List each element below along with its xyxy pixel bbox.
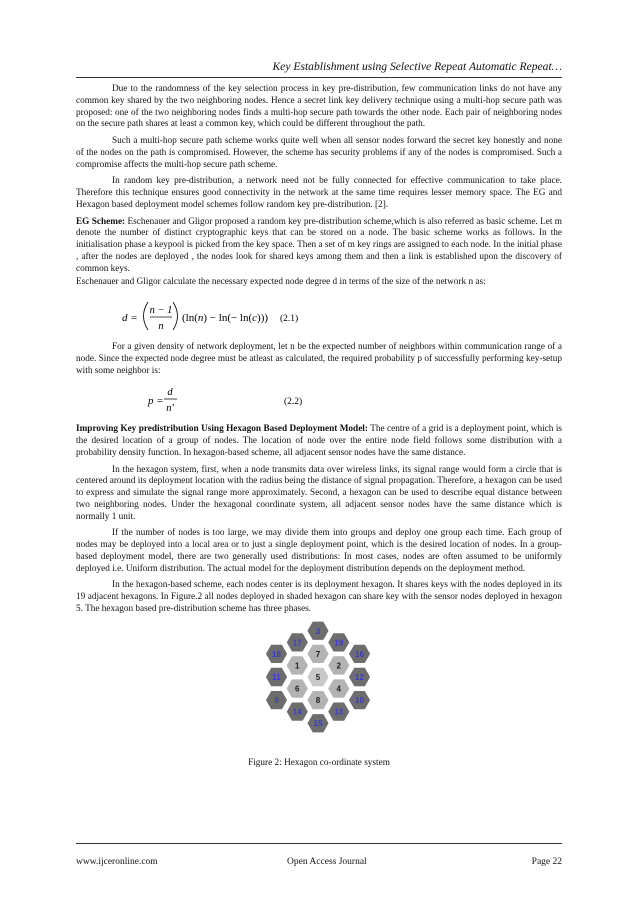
hexagon-label: 14 (292, 707, 302, 717)
hexagon-cell (348, 690, 371, 710)
footer-website: www.ijceronline.com (76, 857, 158, 867)
hexagon-label: 17 (292, 637, 302, 647)
hexagon-cell (265, 643, 288, 663)
header-rule (76, 77, 562, 78)
hexagon-label: 18 (272, 649, 281, 659)
hexagon-label: 4 (336, 684, 341, 694)
eq2-number: (2.2) (284, 397, 303, 408)
hexagon-section-text: The centre of a grid is a deployment point, which is the desired location of a group of nodes. The location of node over the entire node field follows some distribution with a probability density function. In hexagon-based scheme, all adjacent sensor nodes have the same distance. (76, 424, 562, 458)
hexagon-cell (265, 690, 288, 710)
hexagon-label: 12 (355, 672, 364, 682)
paragraph: For a given density of network deployment, let n be the expected number of neighbors within communication range of a node. Since the expected node degree must be atleast as calculated, the required probability p of successfully performing key-setup with some neighbor is: (76, 342, 562, 376)
degree-intro: Eschenauer and Gligor calculate the necessary expected node degree d in terms of the size of the network n as: (76, 277, 486, 288)
eq1-denominator: n (158, 321, 164, 332)
hexagon-label: 6 (295, 684, 300, 694)
hexagon-cell (265, 667, 288, 687)
equation-2-1 (76, 294, 562, 338)
hexagon-cell (307, 621, 330, 641)
paragraph: Due to the randomness of the key selection process in key pre-distribution, few communication links do not have any common key shared by the two neighboring nodes. Hence a secret link key delivery technique using a multi-hop secure path was proposed: one of the two neighboring nodes finds a multi-hop secure path towards the other node. Each pair of neighboring nodes on the secure path shares at least a common key, which could be different throughout the path. (76, 84, 562, 130)
hexagon-label: 13 (334, 707, 344, 717)
hexagon-cell (307, 643, 330, 663)
hexagon-label: 3 (315, 626, 321, 636)
hexagon-label: 2 (336, 660, 341, 670)
hexagon-cell (286, 655, 309, 675)
paragraph: If the number of nodes is too large, we may divide them into groups and deploy one group each time. Each group of nodes may be deployed into a local area or to just a single deployment point, which is the desired location of nodes. In a group-based deployment model, there are two generally used distributions: In most cases, nodes are often assumed to be uniformly deployed i.e. Uniform distribution. The actual model for the deployment distribution depends on the deployment method. (76, 528, 562, 574)
eq1-rhs: (ln(n) − ln(− ln(c))) (182, 312, 269, 324)
eq2-numerator: d (167, 387, 173, 399)
hexagon-cell (307, 690, 330, 710)
eq2-lhs: p = (148, 395, 164, 408)
hexagon-cell (327, 632, 350, 652)
hexagon-label: 16 (355, 649, 364, 659)
footer-rule (76, 843, 562, 844)
hexagon-label: 10 (355, 695, 364, 705)
footer-page-number: Page 22 (531, 857, 562, 867)
hexagon-label: 9 (274, 695, 279, 705)
hexagon-cell (286, 701, 309, 721)
eq1-right-paren (173, 302, 178, 330)
eg-scheme-paragraph (76, 217, 562, 276)
eq1-number: (2.1) (280, 314, 299, 324)
hexagon-cell (327, 701, 350, 721)
hexagon-label: 15 (313, 718, 323, 728)
paragraph: In random key pre-distribution, a network need not be fully connected for effective communication to take place. Therefore this technique ensures good connectivity in the network at the same time requires lesser memory space. The EG and Hexagon based deployment model schemes follow random key pre-distribution. [2]. (76, 176, 562, 210)
hexagon-cell (348, 643, 371, 663)
hexagon-cell (307, 713, 330, 733)
paragraph: In the hexagon-based scheme, each nodes center is its deployment hexagon. It shares keys with the nodes deployed in its 19 adjacent hexagons. In Figure.2 all nodes deployed in shaded hexagon can share key with the sensor nodes deployed in hexagon 5. The hexagon based pre-distribution scheme has three phases. (76, 580, 562, 614)
equation-2-2 (76, 382, 562, 420)
hexagon-grid-svg (76, 621, 562, 754)
hexagon-cell (286, 632, 309, 652)
eq2-denominator: n' (166, 403, 174, 415)
figure-caption: Figure 2: Hexagon co-ordinate system (248, 757, 390, 768)
hexagon-label: 19 (334, 637, 344, 647)
hexagon-label: 5 (315, 672, 321, 682)
eq1-numerator: n − 1 (149, 305, 173, 316)
hexagon-cell (327, 678, 350, 698)
hexagon-label: 8 (315, 695, 321, 705)
article-body (76, 84, 562, 769)
equation-2-1-svg (76, 294, 562, 338)
hexagon-cell (307, 667, 330, 687)
hexagon-cell (286, 678, 309, 698)
hexagon-label: 7 (315, 649, 321, 659)
eq1-left-paren (144, 302, 149, 330)
running-title: Key Establishment using Selective Repeat Automatic Repeat… (272, 60, 562, 73)
hexagon-cell (348, 667, 371, 687)
hexagon-label: 11 (272, 672, 281, 682)
paragraph: Such a multi-hop secure path scheme works quite well when all sensor nodes forward the secret key honestly and none of the nodes on the path is compromised. However, the scheme has security problems if any of the nodes is compromised. Such a compromise affects the multi-hop secure path scheme. (76, 136, 562, 170)
equation-2-2-svg (76, 382, 562, 420)
footer-access: Open Access Journal (287, 857, 367, 867)
hexagon-label: 1 (295, 660, 300, 670)
eq1-lhs: d = (122, 312, 138, 324)
hexagon-figure (76, 621, 562, 754)
eg-scheme-heading: EG Scheme: (76, 216, 126, 227)
hexagon-section-paragraph (76, 424, 562, 459)
paragraph: In the hexagon system, first, when a node transmits data over wireless links, its signal range would form a circle that is centered around its deployment location with the radius being the distance of signal propagation. Therefore, a hexagon can be used to express and simulate the signal range more approximately. Second, a hexagon can be used to describe equal distance between two neighboring nodes. Under the hexagonal coordinate system, all adjacent sensor nodes have the same distance which is normally 1 unit. (76, 464, 562, 522)
hexagon-cell (327, 655, 350, 675)
hexagon-section-heading: Improving Key predistribution Using Hexagon Based Deployment Model: (76, 424, 368, 435)
eg-scheme-text: Eschenauer and Gligor proposed a random key pre-distribution scheme,which is also referred as basic scheme. Let m denote the number of distinct cryptographic keys that can be stored on a node. The basic scheme works as follows. In the initialisation phase a keypool is picked from the key space. Then a set of m key rings are assigned to each node. In the initial phase , after the nodes are deployed , the nodes look for shared keys among them and then a link is established upon the discovery of common keys. (76, 216, 563, 274)
